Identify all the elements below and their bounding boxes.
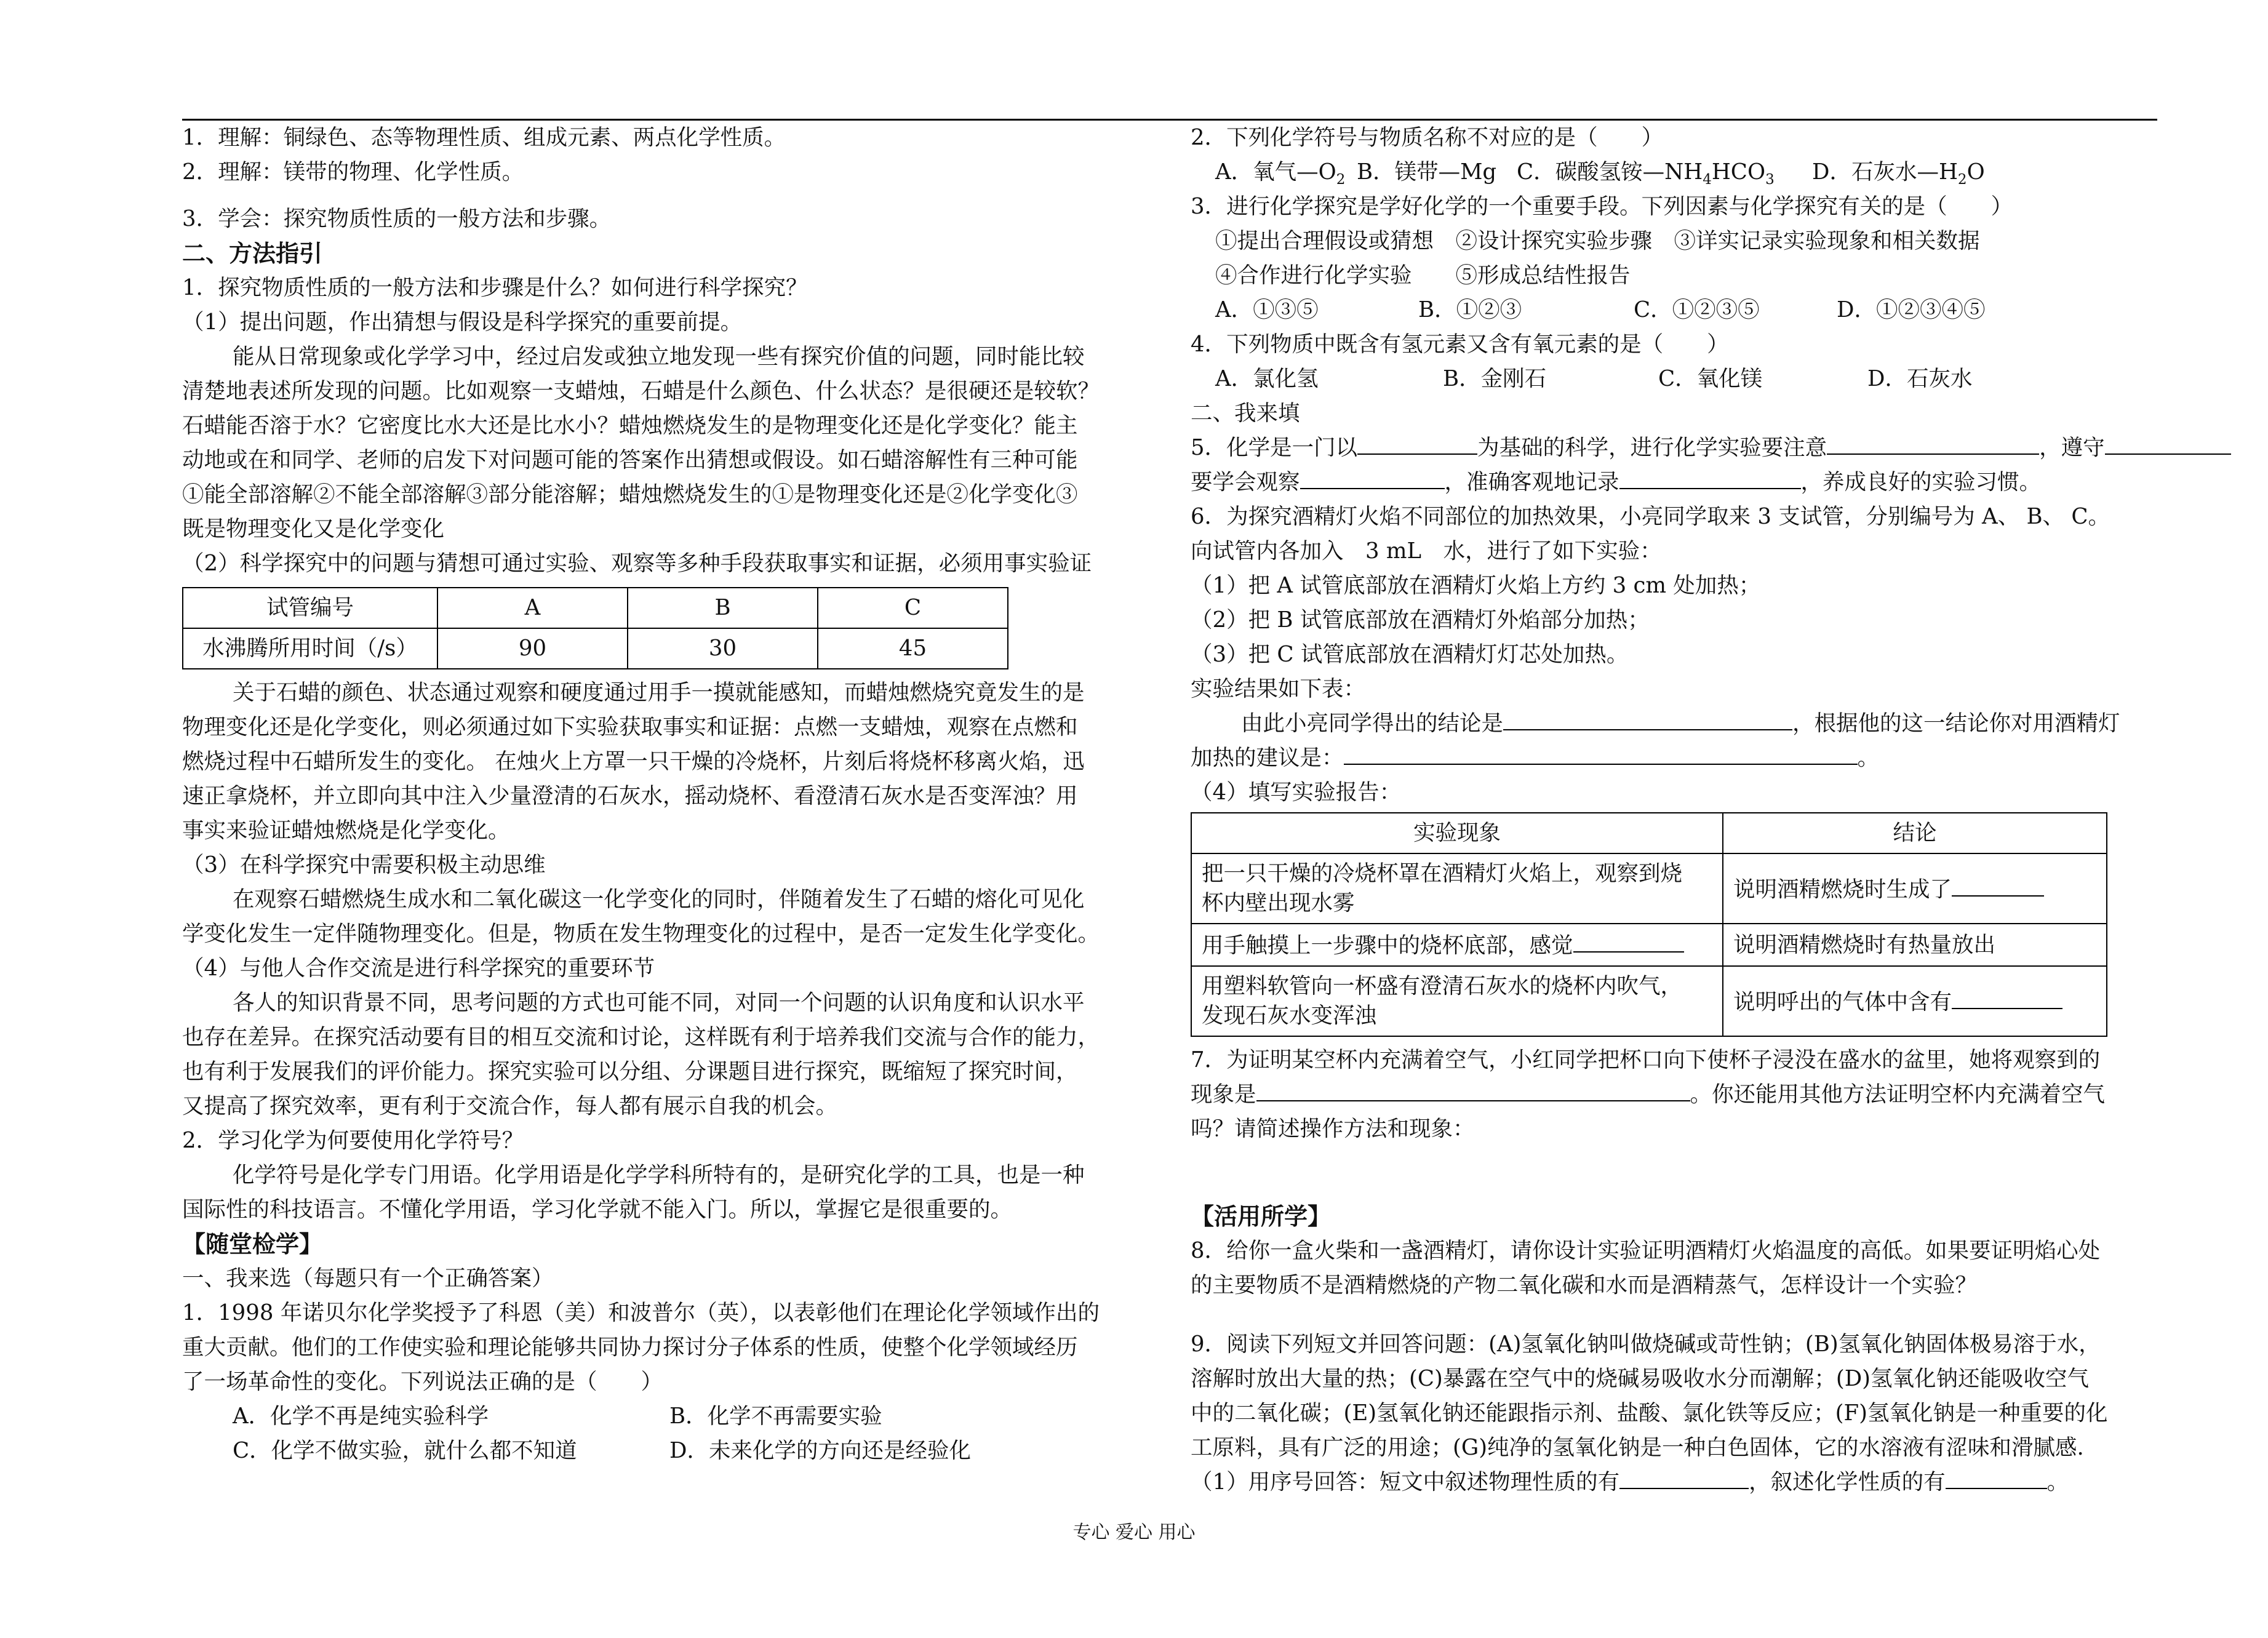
table-row <box>1191 966 2107 1036</box>
option-b: B．镁带—Mg <box>1357 159 1497 185</box>
method-point-4-line: 又提高了探究效率，更有利于交流合作，每人都有展示自我的机会。 <box>182 1093 838 1119</box>
method-question-2: 2．学习化学为何要使用化学符号？ <box>182 1128 524 1153</box>
method-question-1: 1．探究物质性质的一般方法和步骤是什么？如何进行科学探究？ <box>182 275 808 300</box>
table-cell: 45 <box>818 628 1008 669</box>
option-d: D．石灰水$—H_2O$ <box>1812 159 1985 188</box>
quiz-q7-line: 吗？请简述操作方法和现象： <box>1191 1116 1475 1141</box>
quiz-q9-line: 溶解时放出大量的热；(C)暴露在空气中的烧碱易吸收水分而潮解；(D)氢氧化钠还能吸收空气 <box>1191 1366 2090 1391</box>
table-row <box>1191 924 2107 966</box>
left-column <box>182 121 1154 1468</box>
table-cell: 30 <box>628 628 818 669</box>
option-b: B．化学不再需要实验 <box>669 1404 882 1429</box>
quiz-q3-stem: 3．进行化学探究是学好化学的一个重要手段。下列因素与化学探究有关的是（ ） <box>1191 194 2013 219</box>
table-cell: 用手触摸上一步骤中的烧杯底部，感觉 <box>1191 924 1723 966</box>
quiz-q9-question: （1）用序号回答：短文中叙述物理性质的有 ，叙述化学性质的有 。 <box>1191 1465 2264 1500</box>
quiz-q6-advice: 加热的建议是： 。 <box>1191 741 2264 775</box>
option-c: C．①②③⑤ <box>1634 297 1760 322</box>
quiz-q3-items: ④合作进行化学实验 ⑤形成总结性报告 <box>1215 263 1631 288</box>
method-point-1-line: 既是物理变化又是化学变化 <box>182 516 445 541</box>
table-cell: B <box>628 588 818 628</box>
table-row <box>183 628 1008 669</box>
page-footer: 专心 爱心 用心 <box>1072 1522 1196 1543</box>
method-point-2-line: 燃烧过程中石蜡所发生的变化。 在烛火上方罩一只干燥的冷烧杯，片刻后将烧杯移离火焰，迅 <box>182 749 1085 774</box>
quiz-q6-report-title: （4）填写实验报告： <box>1191 780 1402 805</box>
option-a: A．化学不再是纯实验科学 <box>233 1404 489 1429</box>
answer-blank[interactable] <box>1619 1466 1749 1489</box>
quiz-part-1: 一、我来选（每题只有一个正确答案） <box>182 1266 554 1291</box>
option-a: A．①③⑤ <box>1215 297 1319 322</box>
option-d: D．①②③④⑤ <box>1837 297 1986 322</box>
method-point-3: （3）在科学探究中需要积极主动思维 <box>182 852 546 877</box>
section-title-method: 二、方法指引 <box>182 239 323 267</box>
method-point-2-line: 事实来验证蜡烛燃烧是化学变化。 <box>182 818 510 843</box>
table-cell: 说明酒精燃烧时生成了 <box>1723 853 2107 924</box>
objective-3: 3．学会：探究物质性质的一般方法和步骤。 <box>182 206 612 231</box>
table-cell: 把一只干燥的冷烧杯罩在酒精灯火焰上，观察到烧 杯内壁出现水雾 <box>1191 853 1723 924</box>
option-d: D．石灰水 <box>1867 366 1973 391</box>
table-cell: 结论 <box>1723 813 2107 853</box>
table-cell: 说明呼出的气体中含有 <box>1723 966 2107 1036</box>
quiz-q9-line: 9．阅读下列短文并回答问题：(A)氢氧化钠叫做烧碱或苛性钠；(B)氢氧化钠固体极易溶于水， <box>1191 1332 2101 1357</box>
table-cell: 实验现象 <box>1191 813 1723 853</box>
quiz-q5-line-2: 要学会观察 ，准确客观地记录 ，养成良好的实验习惯。 <box>1191 465 2264 500</box>
option-c: C．氧化镁 <box>1658 366 1763 391</box>
quiz-q6-line: 6．为探究酒精灯火焰不同部位的加热效果，小亮同学取来 3 支试管，分别编号为 A、 B、 C。 <box>1191 504 2110 529</box>
method-point-1: （1）提出问题，作出猜想与假设是科学探究的重要前提。 <box>182 310 743 335</box>
quiz-q6-line: 实验结果如下表： <box>1191 676 1366 701</box>
method-point-1-line: 动地或在和同学、老师的启发下对问题可能的答案作出猜想或假设。如石蜡溶解性有三种可能 <box>182 447 1078 473</box>
table-row <box>1191 813 2107 853</box>
method-point-1-line: 清楚地表述所发现的问题。比如观察一支蜡烛，石蜡是什么颜色、什么状态？是很硬还是较软？ <box>182 378 1100 404</box>
quiz-q7-line: 现象是 。你还能用其他方法证明空杯内充满着空气 <box>1191 1077 2264 1112</box>
table-row <box>1191 853 2107 924</box>
quiz-q1-options-cd <box>182 1434 1154 1468</box>
option-a: A．氧气$—O_2$ <box>1215 159 1346 188</box>
table-cell: 90 <box>437 628 628 669</box>
option-b: B．①②③ <box>1418 297 1522 322</box>
objective-1: 1．理解：铜绿色、态等物理性质、组成元素、两点化学性质。 <box>182 125 786 150</box>
table-cell: 试管编号 <box>183 588 437 628</box>
method-point-4: （4）与他人合作交流是进行科学探究的重要环节 <box>182 956 655 981</box>
method-question-2-line: 化学符号是化学专门用语。化学用语是化学学科所特有的，是研究化学的工具，也是一种 <box>233 1162 1085 1188</box>
quiz-q1-stem: 了一场革命性的变化。下列说法正确的是（ ） <box>182 1369 663 1394</box>
quiz-part-2: 二、我来填 <box>1191 401 1300 426</box>
right-column <box>1191 121 2264 1500</box>
quiz-q4-options <box>1191 362 2264 396</box>
answer-blank[interactable] <box>1573 929 1684 953</box>
method-point-1-line: 能从日常现象或化学学习中，经过启发或独立地发现一些有探究价值的问题，同时能比较 <box>233 344 1085 369</box>
method-point-3-line: 在观察石蜡燃烧生成水和二氧化碳这一化学变化的同时，伴随着发生了石蜡的熔化可见化 <box>233 887 1085 912</box>
quiz-title: 【随堂检学】 <box>182 1230 323 1258</box>
option-c: C．碳酸氢铵$—NH_4HCO_3$ <box>1517 159 1775 188</box>
answer-blank[interactable] <box>1300 466 1445 489</box>
method-point-4-line: 也有利于发展我们的评价能力。探究实验可以分组、分课题目进行探究，既缩短了探究时间， <box>182 1059 1078 1084</box>
method-question-2-line: 国际性的科技语言。不懂化学用语，学习化学就不能入门。所以，掌握它是很重要的。 <box>182 1197 1013 1222</box>
quiz-q1-stem: 1．1998 年诺贝尔化学奖授予了科恩（美）和波普尔（英），以表彰他们在理论化学领域作出的 <box>182 1300 1100 1325</box>
answer-blank[interactable] <box>1946 1466 2047 1489</box>
quiz-q4-stem: 4．下列物质中既含有氢元素又含有氧元素的是（ ） <box>1191 332 1729 357</box>
quiz-q3-options <box>1191 293 2264 327</box>
quiz-q1-options-ab <box>182 1399 1154 1434</box>
quiz-q3-items: ①提出合理假设或猜想 ②设计探究实验步骤 ③详实记录实验现象和相关数据 <box>1215 228 1980 254</box>
quiz-q9-line: 中的二氧化碳；(E)氢氧化钠还能跟指示剂、盐酸、氯化铁等反应；(F)氢氧化钠是一种重要的化 <box>1191 1400 2108 1426</box>
answer-blank[interactable] <box>1256 1078 1690 1101</box>
quiz-q6-line: （1）把 A 试管底部放在酒精灯火焰上方约 3 cm 处加热； <box>1191 573 1761 598</box>
quiz-q2-options <box>1191 155 2264 190</box>
quiz-q6-line: （3）把 C 试管底部放在酒精灯灯芯处加热。 <box>1191 642 1629 667</box>
method-point-2-line: 速正拿烧杯，并立即向其中注入少量澄清的石灰水，摇动烧杯、看澄清石灰水是否变浑浊？用 <box>182 783 1078 809</box>
answer-blank[interactable] <box>1827 431 2039 455</box>
table-cell: 水沸腾所用时间（/s） <box>183 628 437 669</box>
quiz-q8-line: 的主要物质不是酒精燃烧的产物二氧化碳和水而是酒精蒸气，怎样设计一个实验？ <box>1191 1272 1978 1298</box>
method-point-2: （2）科学探究中的问题与猜想可通过实验、观察等多种手段获取事实和证据，必须用事实验证 <box>182 551 1092 576</box>
table-cell: 说明酒精燃烧时有热量放出 <box>1723 924 2107 966</box>
method-point-2-line: 物理变化还是化学变化，则必须通过如下实验获取事实和证据：点燃一支蜡烛，观察在点燃和 <box>182 714 1078 740</box>
answer-blank[interactable] <box>1503 707 1792 730</box>
method-point-1-line: 石蜡能否溶于水？它密度比水大还是比水小？蜡烛燃烧发生的是物理变化还是化学变化？能主 <box>182 413 1078 438</box>
quiz-q1-stem: 重大贡献。他们的工作使实验和理论能够共同协力探讨分子体系的性质，使整个化学领域经历 <box>182 1335 1078 1360</box>
quiz-q2-stem: 2．下列化学符号与物质名称不对应的是（ ） <box>1191 125 1664 150</box>
quiz-q7-line: 7．为证明某空杯内充满着空气，小红同学把杯口向下使杯子浸没在盛水的盆里，她将观察到的 <box>1191 1047 2101 1073</box>
option-d: D．未来化学的方向还是经验化 <box>669 1438 971 1463</box>
answer-blank[interactable] <box>1952 873 2044 897</box>
quiz-q6-conclusion: 由此小亮同学得出的结论是 ，根据他的这一结论你对用酒精灯 <box>1191 706 2264 741</box>
table-cell: A <box>437 588 628 628</box>
option-b: B．金刚石 <box>1443 366 1547 391</box>
method-point-4-line: 各人的知识背景不同，思考问题的方式也可能不同，对同一个问题的认识角度和认识水平 <box>233 990 1085 1015</box>
method-point-2-line: 关于石蜡的颜色、状态通过观察和硬度通过用手一摸就能感知，而蜡烛燃烧究竟发生的是 <box>233 680 1085 705</box>
quiz-q6-line: 向试管内各加入 3 mL 水，进行了如下实验： <box>1191 538 1662 564</box>
answer-blank[interactable] <box>1357 431 1477 455</box>
answer-blank[interactable] <box>2105 431 2231 455</box>
experiment-report-table <box>1191 812 2107 1037</box>
table-cell: 用塑料软管向一杯盛有澄清石灰水的烧杯内吹气， 发现石灰水变浑浊 <box>1191 966 1723 1036</box>
quiz-q9-line: 工原料，具有广泛的用途；(G)纯净的氢氧化钠是一种白色固体，它的水溶液有涩味和滑腻感. <box>1191 1435 2084 1460</box>
answer-blank[interactable] <box>1619 466 1801 489</box>
method-point-4-line: 也存在差异。在探究活动要有目的相互交流和讨论，这样既有利于培养我们交流与合作的能力， <box>182 1025 1100 1050</box>
objective-2: 2．理解：镁带的物理、化学性质。 <box>182 159 524 185</box>
option-a: A．氯化氢 <box>1215 366 1319 391</box>
table-cell: C <box>818 588 1008 628</box>
method-point-3-line: 学变化发生一定伴随物理变化。但是，物质在发生物理变化的过程中，是否一定发生化学变化。 <box>182 921 1100 946</box>
quiz-q5-line-1: 5．化学是一门以 为基础的科学，进行化学实验要注意 ，遵守 <box>1191 431 2264 465</box>
method-point-1-line: ①能全部溶解②不能全部溶解③部分能溶解；蜡烛燃烧发生的①是物理变化还是②化学变化③ <box>182 482 1078 507</box>
quiz-q6-line: （2）把 B 试管底部放在酒精灯外焰部分加热； <box>1191 607 1650 633</box>
quiz-q8-line: 8．给你一盒火柴和一盏酒精灯，请你设计实验证明酒精灯火焰温度的高低。如果要证明焰心处 <box>1191 1238 2101 1263</box>
apply-title: 【活用所学】 <box>1191 1202 1332 1230</box>
table-row <box>183 588 1008 628</box>
answer-blank[interactable] <box>1344 741 1858 765</box>
option-c: C．化学不做实验，就什么都不知道 <box>233 1438 577 1463</box>
answer-blank[interactable] <box>1952 986 2062 1009</box>
boiling-time-table <box>182 587 1008 669</box>
